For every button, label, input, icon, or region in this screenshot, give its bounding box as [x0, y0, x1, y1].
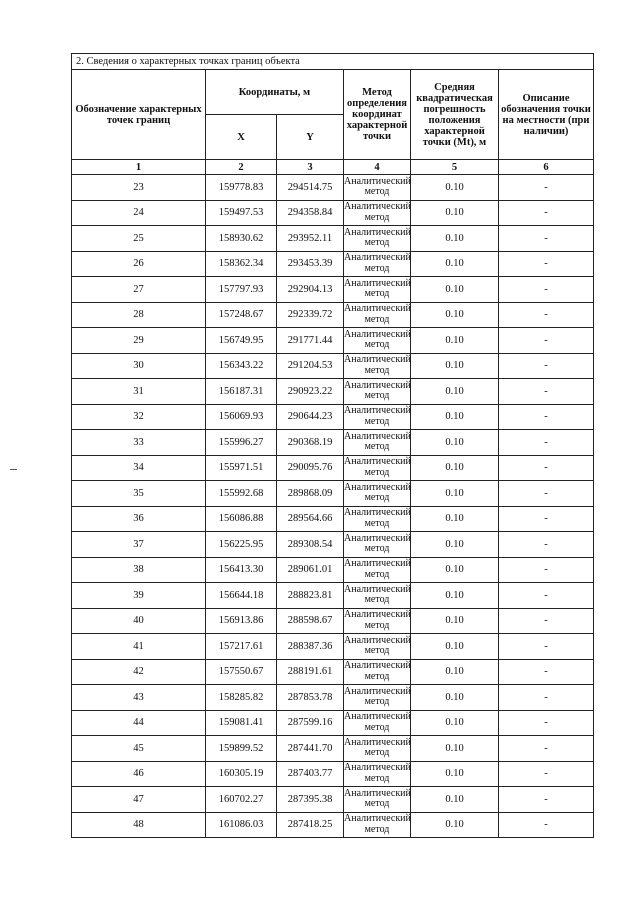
table-row	[72, 226, 594, 252]
description: -	[499, 532, 594, 558]
error-value: 0.10	[411, 353, 499, 379]
point-number: 47	[72, 787, 206, 813]
table-row	[72, 302, 594, 328]
header-x: X	[206, 115, 277, 160]
coord-y: 294358.84	[277, 200, 344, 226]
description: -	[499, 277, 594, 303]
point-number: 43	[72, 685, 206, 711]
coord-y: 293453.39	[277, 251, 344, 277]
method: Аналитический метод	[344, 506, 411, 532]
method: Аналитический метод	[344, 481, 411, 507]
error-value: 0.10	[411, 787, 499, 813]
point-number: 24	[72, 200, 206, 226]
description: -	[499, 812, 594, 838]
error-value: 0.10	[411, 277, 499, 303]
method: Аналитический метод	[344, 328, 411, 354]
coord-x: 156913.86	[206, 608, 277, 634]
point-number: 29	[72, 328, 206, 354]
coord-y: 291771.44	[277, 328, 344, 354]
method: Аналитический метод	[344, 430, 411, 456]
error-value: 0.10	[411, 761, 499, 787]
coord-y: 290923.22	[277, 379, 344, 405]
coord-x: 157550.67	[206, 659, 277, 685]
point-number: 44	[72, 710, 206, 736]
description: -	[499, 200, 594, 226]
error-value: 0.10	[411, 200, 499, 226]
point-number: 32	[72, 404, 206, 430]
method: Аналитический метод	[344, 532, 411, 558]
error-value: 0.10	[411, 175, 499, 201]
method: Аналитический метод	[344, 685, 411, 711]
description: -	[499, 506, 594, 532]
header-coordinates: Координаты, м	[206, 70, 344, 115]
table-row	[72, 506, 594, 532]
error-value: 0.10	[411, 328, 499, 354]
method: Аналитический метод	[344, 761, 411, 787]
table-row	[72, 634, 594, 660]
coord-x: 157217.61	[206, 634, 277, 660]
point-number: 27	[72, 277, 206, 303]
method: Аналитический метод	[344, 736, 411, 762]
column-number: 5	[411, 160, 499, 175]
description: -	[499, 328, 594, 354]
error-value: 0.10	[411, 557, 499, 583]
method: Аналитический метод	[344, 710, 411, 736]
table-row	[72, 200, 594, 226]
coord-y: 289868.09	[277, 481, 344, 507]
coord-y: 288598.67	[277, 608, 344, 634]
header-row-1	[72, 70, 594, 115]
coord-y: 292904.13	[277, 277, 344, 303]
table-row	[72, 812, 594, 838]
margin-mark	[10, 469, 17, 470]
table-row	[72, 353, 594, 379]
document-sheet	[71, 53, 593, 838]
table-row	[72, 532, 594, 558]
error-value: 0.10	[411, 583, 499, 609]
method: Аналитический метод	[344, 812, 411, 838]
point-number: 33	[72, 430, 206, 456]
coord-x: 155996.27	[206, 430, 277, 456]
point-number: 37	[72, 532, 206, 558]
error-value: 0.10	[411, 736, 499, 762]
coord-y: 287403.77	[277, 761, 344, 787]
coord-x: 156187.31	[206, 379, 277, 405]
table-row	[72, 379, 594, 405]
table-row	[72, 481, 594, 507]
table-row	[72, 455, 594, 481]
error-value: 0.10	[411, 455, 499, 481]
table-row	[72, 608, 594, 634]
coord-y: 287599.16	[277, 710, 344, 736]
coord-y: 287441.70	[277, 736, 344, 762]
table-row	[72, 328, 594, 354]
column-number: 1	[72, 160, 206, 175]
point-number: 39	[72, 583, 206, 609]
section-title-row	[72, 54, 594, 70]
point-number: 25	[72, 226, 206, 252]
header-error: Средняя квадратическая погрешность положения характерной точки (Mt), м	[411, 70, 499, 160]
error-value: 0.10	[411, 302, 499, 328]
error-value: 0.10	[411, 379, 499, 405]
error-value: 0.10	[411, 481, 499, 507]
coord-y: 289564.66	[277, 506, 344, 532]
method: Аналитический метод	[344, 175, 411, 201]
error-value: 0.10	[411, 685, 499, 711]
section-title: 2. Сведения о характерных точках границ объекта	[72, 54, 594, 70]
error-value: 0.10	[411, 404, 499, 430]
table-row	[72, 175, 594, 201]
description: -	[499, 379, 594, 405]
table-row	[72, 710, 594, 736]
method: Аналитический метод	[344, 200, 411, 226]
table-row	[72, 736, 594, 762]
table-row	[72, 685, 594, 711]
point-number: 46	[72, 761, 206, 787]
error-value: 0.10	[411, 634, 499, 660]
table-body	[72, 175, 594, 838]
coord-x: 157797.93	[206, 277, 277, 303]
error-value: 0.10	[411, 532, 499, 558]
coord-y: 289308.54	[277, 532, 344, 558]
column-numbers-row	[72, 160, 594, 175]
point-number: 38	[72, 557, 206, 583]
coord-x: 156343.22	[206, 353, 277, 379]
column-number: 3	[277, 160, 344, 175]
method: Аналитический метод	[344, 353, 411, 379]
column-number: 2	[206, 160, 277, 175]
table-row	[72, 277, 594, 303]
description: -	[499, 761, 594, 787]
coord-y: 292339.72	[277, 302, 344, 328]
coord-x: 156225.95	[206, 532, 277, 558]
header-y: Y	[277, 115, 344, 160]
description: -	[499, 455, 594, 481]
method: Аналитический метод	[344, 455, 411, 481]
method: Аналитический метод	[344, 659, 411, 685]
error-value: 0.10	[411, 710, 499, 736]
description: -	[499, 251, 594, 277]
coord-x: 159778.83	[206, 175, 277, 201]
point-number: 40	[72, 608, 206, 634]
boundary-points-table	[71, 53, 594, 838]
description: -	[499, 634, 594, 660]
point-number: 35	[72, 481, 206, 507]
coord-x: 161086.03	[206, 812, 277, 838]
method: Аналитический метод	[344, 557, 411, 583]
coord-x: 156086.88	[206, 506, 277, 532]
method: Аналитический метод	[344, 583, 411, 609]
coord-y: 291204.53	[277, 353, 344, 379]
coord-y: 288387.36	[277, 634, 344, 660]
header-description: Описание обозначения точки на местности (при наличии)	[499, 70, 594, 160]
coord-y: 287395.38	[277, 787, 344, 813]
description: -	[499, 175, 594, 201]
error-value: 0.10	[411, 812, 499, 838]
point-number: 48	[72, 812, 206, 838]
coord-x: 155971.51	[206, 455, 277, 481]
point-number: 34	[72, 455, 206, 481]
coord-y: 293952.11	[277, 226, 344, 252]
coord-x: 159081.41	[206, 710, 277, 736]
method: Аналитический метод	[344, 404, 411, 430]
coord-y: 288191.61	[277, 659, 344, 685]
coord-x: 159899.52	[206, 736, 277, 762]
point-number: 28	[72, 302, 206, 328]
error-value: 0.10	[411, 430, 499, 456]
coord-x: 157248.67	[206, 302, 277, 328]
error-value: 0.10	[411, 251, 499, 277]
coord-y: 290644.23	[277, 404, 344, 430]
coord-y: 290095.76	[277, 455, 344, 481]
table-row	[72, 659, 594, 685]
method: Аналитический метод	[344, 787, 411, 813]
table-row	[72, 430, 594, 456]
coord-y: 290368.19	[277, 430, 344, 456]
coord-x: 158362.34	[206, 251, 277, 277]
point-number: 30	[72, 353, 206, 379]
point-number: 42	[72, 659, 206, 685]
error-value: 0.10	[411, 226, 499, 252]
coord-x: 156749.95	[206, 328, 277, 354]
coord-x: 156644.18	[206, 583, 277, 609]
method: Аналитический метод	[344, 226, 411, 252]
coord-x: 159497.53	[206, 200, 277, 226]
description: -	[499, 557, 594, 583]
description: -	[499, 430, 594, 456]
header-point: Обозначение характерных точек границ	[72, 70, 206, 160]
coord-x: 158930.62	[206, 226, 277, 252]
error-value: 0.10	[411, 608, 499, 634]
coord-x: 158285.82	[206, 685, 277, 711]
description: -	[499, 583, 594, 609]
header-method: Метод определения координат характерной точки	[344, 70, 411, 160]
description: -	[499, 710, 594, 736]
point-number: 31	[72, 379, 206, 405]
table-row	[72, 557, 594, 583]
description: -	[499, 659, 594, 685]
description: -	[499, 353, 594, 379]
method: Аналитический метод	[344, 251, 411, 277]
error-value: 0.10	[411, 659, 499, 685]
coord-x: 156413.30	[206, 557, 277, 583]
coord-y: 289061.01	[277, 557, 344, 583]
coord-y: 287853.78	[277, 685, 344, 711]
coord-y: 294514.75	[277, 175, 344, 201]
description: -	[499, 608, 594, 634]
method: Аналитический метод	[344, 608, 411, 634]
point-number: 23	[72, 175, 206, 201]
method: Аналитический метод	[344, 277, 411, 303]
point-number: 26	[72, 251, 206, 277]
column-number: 6	[499, 160, 594, 175]
description: -	[499, 736, 594, 762]
coord-y: 287418.25	[277, 812, 344, 838]
description: -	[499, 404, 594, 430]
table-row	[72, 787, 594, 813]
description: -	[499, 787, 594, 813]
description: -	[499, 481, 594, 507]
method: Аналитический метод	[344, 302, 411, 328]
coord-y: 288823.81	[277, 583, 344, 609]
description: -	[499, 226, 594, 252]
table-row	[72, 251, 594, 277]
coord-x: 155992.68	[206, 481, 277, 507]
table-row	[72, 583, 594, 609]
method: Аналитический метод	[344, 379, 411, 405]
coord-x: 160702.27	[206, 787, 277, 813]
point-number: 45	[72, 736, 206, 762]
table-row	[72, 761, 594, 787]
coord-x: 156069.93	[206, 404, 277, 430]
description: -	[499, 685, 594, 711]
description: -	[499, 302, 594, 328]
coord-x: 160305.19	[206, 761, 277, 787]
point-number: 41	[72, 634, 206, 660]
method: Аналитический метод	[344, 634, 411, 660]
column-number: 4	[344, 160, 411, 175]
error-value: 0.10	[411, 506, 499, 532]
point-number: 36	[72, 506, 206, 532]
table-row	[72, 404, 594, 430]
